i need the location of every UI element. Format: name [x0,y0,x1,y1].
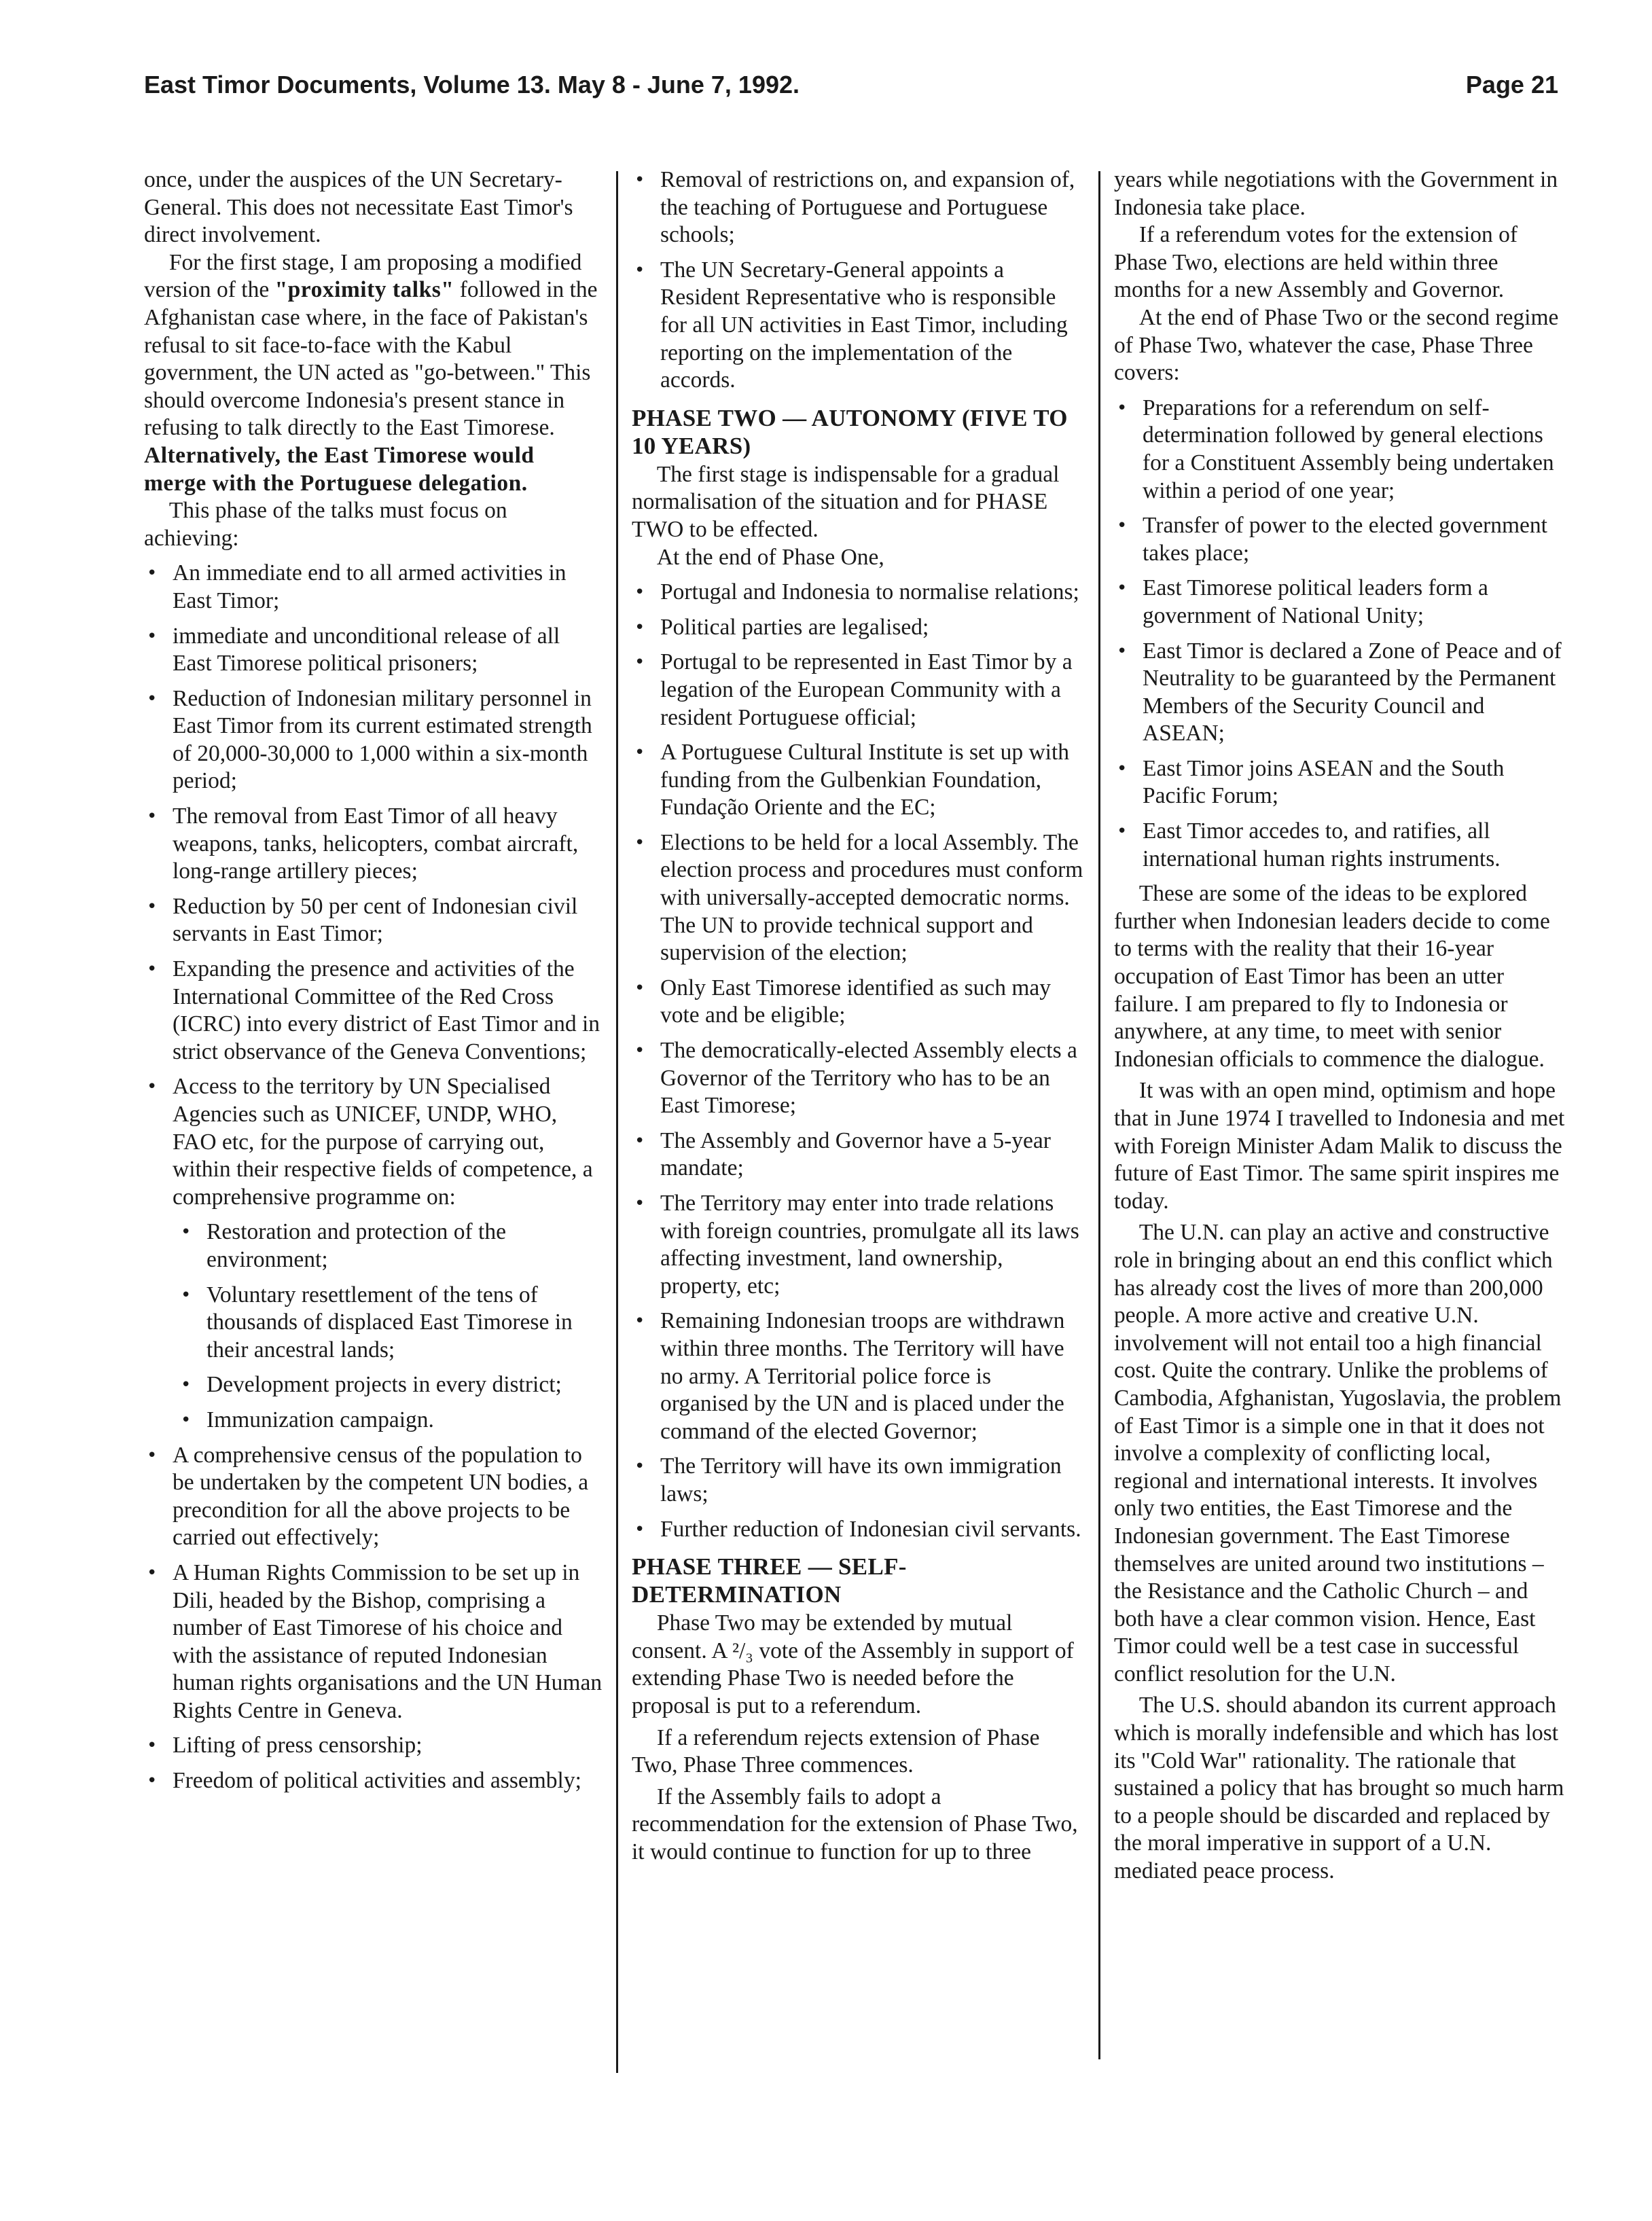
list-item: • The Territory may enter into trade relations with foreign countries, promulgate all its laws affecting investment, land ownership, property, etc; [632,1190,1083,1300]
list-item: • A comprehensive census of the population to be undertaken by the competent UN bodies, a precondition for all the above projects to be carried out effectively; [144,1442,603,1552]
list-item: • The democratically-elected Assembly elects a Governor of the Territory who has to be an East Timorese; [632,1037,1083,1120]
list-item: • A Portuguese Cultural Institute is set up with funding from the Gulbenkian Foundation, Fundação Oriente and the EC; [632,739,1083,822]
column-3 [1114,166,1569,1885]
list-item: • Reduction of Indonesian military personnel in East Timor from its current estimated strength of 20,000-30,000 to 1,000 within a six-month period; [144,685,603,795]
list-item: • The Assembly and Governor have a 5-year mandate; [632,1127,1083,1182]
list-item: • Immunization campaign. [178,1407,603,1434]
paragraph: These are some of the ideas to be explored further when Indonesian leaders decide to come to terms with the reality that their 16-year occupation of East Timor has been an utter failure. I am prepared to fly to Indonesia or anywhere, at any time, to meet with senior Indonesian officials to commence the dialogue. [1114,881,1550,1072]
bullet-list [144,560,603,1211]
list-item: • Portugal and Indonesia to normalise relations; [632,579,1083,607]
page-number: Page 21 [1465,71,1558,98]
page-header [144,61,1558,109]
document-title: East Timor Documents, Volume 13. May 8 - June 7, 1992. [144,71,800,98]
bullet-list [144,1442,603,1795]
bullet-list [632,166,1083,395]
paragraph: This phase of the talks must focus on achieving: [144,498,507,551]
list-item: • Removal of restrictions on, and expansion of, the teaching of Portuguese and Portuguese schools; [632,166,1083,249]
list-item: • Access to the territory by UN Specialised Agencies such as UNICEF, UNDP, WHO, FAO etc, for the purpose of carrying out, within their respective fields of competence, a comprehensive programme on: [144,1073,603,1211]
paragraph: At the end of Phase Two or the second regime of Phase Two, whatever the case, Phase Three covers: [1114,304,1559,386]
list-item: • Voluntary resettlement of the tens of thousands of displaced East Timorese in their ancestral lands; [178,1282,603,1365]
paragraph [144,249,603,497]
list-item: • Restoration and protection of the environment; [178,1218,603,1274]
list-item: • Portugal to be represented in East Timor by a legation of the European Community with a resident Portuguese official; [632,649,1083,732]
list-item: • East Timor is declared a Zone of Peace and of Neutrality to be guaranteed by the Permanent Members of the Security Council and ASEAN; [1114,638,1569,748]
list-item: • An immediate end to all armed activities in East Timor; [144,560,603,615]
list-item: • Freedom of political activities and assembly; [144,1767,603,1795]
list-item: • Political parties are legalised; [632,614,1083,642]
list-item: • The Territory will have its own immigration laws; [632,1453,1083,1508]
list-item: • The removal from East Timor of all heavy weapons, tanks, helicopters, combat aircraft, long-range artillery pieces; [144,803,603,886]
section-heading-phase-three: PHASE THREE — SELF-DETERMINATION [632,1553,907,1608]
paragraph: The U.S. should abandon its current approach which is morally indefensible and which has lost its "Cold War" rationality. The rationale that sustained a policy that has brought so much harm to a people should be discarded and replaced by the moral imperative in support of a U.N. mediated peace process. [1114,1693,1564,1884]
paragraph: If a referendum votes for the extension of Phase Two, elections are held within three months for a new Assembly and Governor. [1114,222,1518,303]
list-item: • A Human Rights Commission to be set up in Dili, headed by the Bishop, comprising a number of East Timorese of his choice and with the assistance of reputed Indonesian human rights organisations and the UN Human Rights Centre in Geneva. [144,1559,603,1725]
paragraph: At the end of Phase One, [656,544,884,570]
section-heading-phase-two: PHASE TWO — AUTONOMY (FIVE TO 10 YEARS) [632,404,1068,459]
text-run: followed in the Afghanistan case where, in the face of Pakistan's refusal to sit face-to-face with the Kabul government, the UN acted as "go-between." This should overcome Indonesia's present stance in refusing to talk directly to the East Timorese. [144,277,598,441]
list-item: • Reduction by 50 per cent of Indonesian civil servants in East Timor; [144,893,603,948]
list-item: • Further reduction of Indonesian civil servants. [632,1516,1083,1544]
paragraph: If a referendum rejects extension of Phase Two, Phase Three commences. [632,1725,1040,1778]
list-item: • Elections to be held for a local Assembly. The election process and procedures must conform with universally-accepted democratic norms. The UN to provide technical support and supervision of the election; [632,829,1083,967]
paragraph: The first stage is indispensable for a gradual normalisation of the situation and for PHASE TWO to be effected. [632,461,1060,542]
column-divider-2 [1098,171,1100,2059]
list-item: • East Timor accedes to, and ratifies, all international human rights instruments. [1114,818,1569,873]
list-item: • Preparations for a referendum on self-determination followed by general elections for a Constituent Assembly being undertaken within a period of one year; [1114,395,1569,505]
paragraph: years while negotiations with the Government in Indonesia take place. [1114,167,1558,220]
bullet-list [1114,395,1569,873]
paragraph: If the Assembly fails to adopt a recommendation for the extension of Phase Two, it would continue to function for up to three [632,1784,1078,1864]
paragraph: Phase Two may be extended by mutual consent. A ²/₃ vote of the Assembly in support of extending Phase Two is needed before the proposal is put to a referendum. [632,1610,1074,1718]
bullet-list [632,579,1083,1543]
list-item: • Expanding the presence and activities of the International Committee of the Red Cross (ICRC) into every district of East Timor and in strict observance of the Geneva Conventions; [144,956,603,1066]
list-item: • The UN Secretary-General appoints a Resident Representative who is responsible for all UN activities in East Timor, including reporting on the implementation of the accords. [632,257,1083,395]
column-2 [632,166,1083,1866]
sub-bullet-list [144,1218,603,1434]
list-item: • Lifting of press censorship; [144,1732,603,1760]
paragraph: once, under the auspices of the UN Secretary-General. This does not necessitate East Timor's direct involvement. [144,167,573,248]
list-item: • Remaining Indonesian troops are withdrawn within three months. The Territory will have no army. A Territorial police force is organised by the UN and is placed under the command of the elected Governor; [632,1307,1083,1445]
column-1 [144,166,603,1803]
paragraph: The U.N. can play an active and constructive role in bringing about an end this conflict which has already cost the lives of more than 200,000 people. A more active and creative U.N. involvement will not entail too a high financial cost. Quite the contrary. Unlike the problems of Cambodia, Afghanistan, Yugoslavia, the problem of East Timor is a simple one in that it does not involve a complexity of conflicting local, regional and international interests. It involves only two entities, the East Timorese and the Indonesian government. The East Timorese themselves are united around two institutions – the Resistance and the Catholic Church – and both have a clear common vision. Hence, East Timor could well be a test case in successful conflict resolution for the U.N. [1114,1220,1562,1686]
bold-term: "proximity talks" [274,277,454,303]
list-item: • Only East Timorese identified as such may vote and be eligible; [632,975,1083,1030]
list-item: • Development projects in every district; [178,1371,603,1399]
list-item: • East Timor joins ASEAN and the South Pacific Forum; [1114,755,1569,810]
column-divider-1 [616,171,618,2073]
paragraph: It was with an open mind, optimism and hope that in June 1974 I travelled to Indonesia and met with Foreign Minister Adam Malik to discuss the future of East Timor. The same spirit inspires me today. [1114,1078,1565,1214]
list-item: • immediate and unconditional release of all East Timorese political prisoners; [144,623,603,678]
text-run: For the first stage, I am proposing a modified version of the [144,249,582,303]
list-item: • Transfer of power to the elected government takes place; [1114,512,1569,567]
bold-statement: Alternatively, the East Timorese would merge with the Portuguese delegation. [144,442,535,496]
list-item: • East Timorese political leaders form a government of National Unity; [1114,575,1569,630]
